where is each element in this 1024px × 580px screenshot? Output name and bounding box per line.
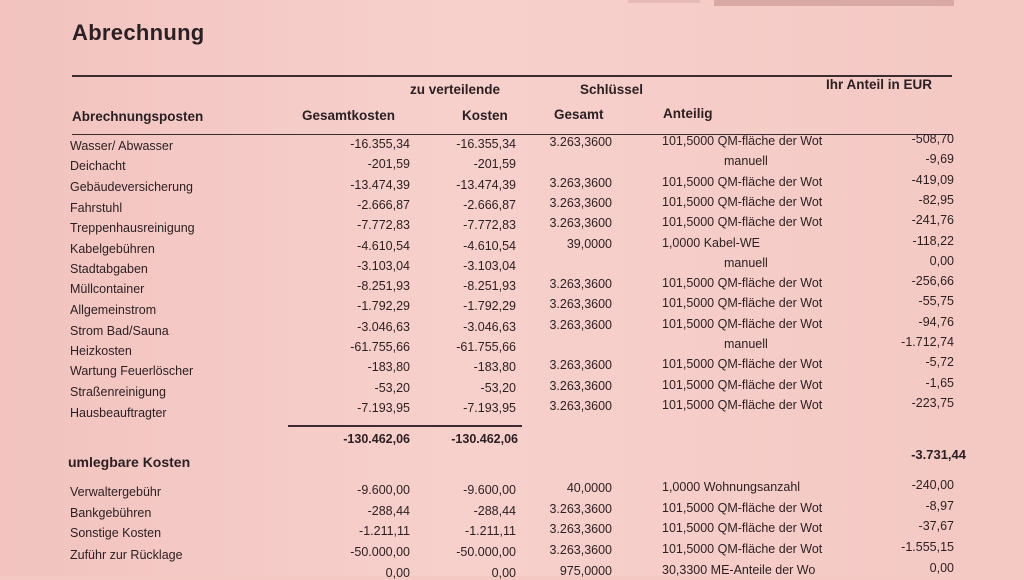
- totals-rule: [288, 425, 522, 427]
- row-kosten: -288,44: [473, 503, 516, 518]
- row-anteil: -1.712,74: [901, 335, 954, 349]
- row-anteilig: manuell: [724, 154, 768, 169]
- row-gesamt: 3.263,3600: [549, 297, 612, 312]
- row-name: Allgemeinstrom: [70, 303, 157, 318]
- row-name: Gebäudeversicherung: [70, 179, 193, 194]
- row-gesamtkosten: -3.046,63: [357, 319, 410, 334]
- row-anteil: -223,75: [911, 395, 954, 410]
- row-anteilig: 101,5000 QM-fläche der Wot: [662, 316, 823, 331]
- row-anteilig: 30,3300 ME-Anteile der Wo: [662, 562, 816, 577]
- row-kosten: -3.103,04: [463, 258, 516, 273]
- row-gesamt: 3.263,3600: [549, 195, 612, 210]
- row-gesamt: 3.263,3600: [549, 135, 612, 149]
- header-col-gesamtkosten: Gesamtkosten: [302, 108, 396, 123]
- row-name: Wasser/ Abwasser: [70, 139, 174, 153]
- total-anteil: -3.731,44: [911, 447, 966, 462]
- row-kosten: -7.772,83: [463, 218, 516, 233]
- row-anteilig: 101,5000 QM-fläche der Wot: [662, 134, 823, 148]
- row-name: Fahrstuhl: [70, 200, 123, 215]
- header-group-schluessel: Schlüssel: [580, 82, 644, 97]
- row-anteil: -256,66: [911, 274, 954, 289]
- row-anteilig: 101,5000 QM-fläche der Wot: [662, 500, 823, 515]
- row-anteil: -508,70: [911, 132, 954, 146]
- row-gesamtkosten: -201,59: [367, 157, 410, 172]
- header-col-anteilig: Anteilig: [663, 106, 713, 121]
- row-gesamtkosten: -4.610,54: [357, 238, 410, 253]
- header-col-kosten: Kosten: [462, 108, 508, 123]
- row-gesamt: 3.263,3600: [549, 358, 612, 373]
- row-anteilig: 101,5000 QM-fläche der Wot: [662, 215, 823, 230]
- row-kosten: -13.474,39: [456, 177, 516, 192]
- row-name: Stadtabgaben: [70, 261, 148, 276]
- row-name: Zuführ zur Rücklage: [70, 548, 183, 563]
- row-gesamtkosten: -3.103,04: [357, 258, 410, 273]
- row-anteil: -419,09: [911, 172, 954, 187]
- header-group-anteil: Ihr Anteil in EUR: [826, 77, 933, 92]
- row-name: Treppenhausreinigung: [70, 221, 195, 236]
- row-anteil: -82,95: [918, 192, 954, 207]
- row-name: Kabelgebühren: [70, 241, 155, 256]
- row-kosten: -53,20: [480, 380, 516, 395]
- row-anteil: -1.555,15: [901, 540, 954, 555]
- row-gesamtkosten: -13.474,39: [350, 177, 410, 192]
- row-kosten: -2.666,87: [463, 197, 516, 212]
- document-title: Abrechnung: [72, 20, 205, 45]
- row-anteilig: 101,5000 QM-fläche der Wot: [662, 357, 823, 372]
- row-gesamt: 3.263,3600: [549, 501, 612, 516]
- row-name: Müllcontainer: [70, 282, 145, 297]
- row-gesamt: 3.263,3600: [549, 277, 612, 292]
- row-gesamtkosten: -53,20: [374, 380, 410, 395]
- row-anteilig: 101,5000 QM-fläche der Wot: [662, 397, 823, 412]
- page-edge-mark: [628, 0, 700, 3]
- row-anteil: -118,22: [912, 233, 954, 248]
- row-anteilig: 101,5000 QM-fläche der Wot: [662, 194, 823, 209]
- row-gesamtkosten: -2.666,87: [357, 197, 410, 212]
- row-kosten: -9.600,00: [463, 483, 516, 497]
- row-gesamt: 3.263,3600: [549, 543, 612, 558]
- page-edge-shadow: [714, 0, 954, 6]
- row-kosten: -183,80: [473, 360, 516, 375]
- row-gesamt: 40,0000: [566, 481, 612, 495]
- row-kosten: -1.792,29: [463, 299, 516, 314]
- section-umlegbare-kosten: umlegbare Kosten: [68, 454, 191, 470]
- row-name: Verwaltergebühr: [70, 485, 162, 499]
- row-name: Wartung Feuerlöscher: [70, 364, 194, 379]
- row-gesamt: 3.263,3600: [549, 378, 612, 393]
- row-gesamt: 39,0000: [566, 236, 612, 251]
- row-anteil: -55,75: [918, 294, 954, 309]
- row-gesamtkosten: -61.755,66: [350, 340, 410, 354]
- row-anteil: 0,00: [929, 253, 954, 268]
- row-gesamtkosten: -16.355,34: [350, 137, 410, 151]
- header-group-verteilende: zu verteilende: [410, 82, 501, 97]
- row-anteil: -241,76: [911, 213, 954, 228]
- row-name: Bankgebühren: [70, 505, 152, 520]
- row-gesamtkosten: -288,44: [367, 503, 410, 518]
- row-anteilig: 101,5000 QM-fläche der Wot: [662, 377, 823, 392]
- row-anteilig: 101,5000 QM-fläche der Wot: [662, 521, 823, 536]
- row-name: Hausbeauftragter: [70, 405, 167, 420]
- row-anteil: -9,69: [925, 152, 954, 167]
- row-name: Heizkosten: [70, 344, 132, 358]
- row-anteilig: manuell: [724, 255, 768, 270]
- row-gesamtkosten: -8.251,93: [357, 279, 410, 294]
- row-anteilig: 101,5000 QM-fläche der Wot: [662, 542, 823, 557]
- row-gesamt: 3.263,3600: [549, 398, 612, 413]
- row-anteilig: manuell: [724, 337, 768, 351]
- row-gesamtkosten: -7.772,83: [357, 218, 410, 233]
- row-kosten: -8.251,93: [463, 279, 516, 294]
- row-kosten: -3.046,63: [463, 319, 516, 334]
- row-anteilig: 101,5000 QM-fläche der Wot: [662, 174, 823, 189]
- row-kosten: -50.000,00: [456, 545, 516, 560]
- row-name: Deichacht: [70, 159, 126, 174]
- total-gesamtkosten: -130.462,06: [343, 432, 410, 446]
- row-anteil: -240,00: [911, 478, 954, 492]
- row-gesamtkosten: -7.193,95: [357, 400, 410, 415]
- header-col-posten: Abrechnungsposten: [72, 109, 204, 124]
- row-anteilig: 1,0000 Kabel-WE: [662, 235, 760, 250]
- row-gesamtkosten: -1.792,29: [357, 299, 410, 314]
- row-anteil: -37,67: [918, 519, 954, 534]
- row-kosten: -16.355,34: [456, 137, 516, 151]
- row-gesamt: 3.263,3600: [549, 216, 612, 231]
- row-name: Sonstige Kosten: [70, 526, 162, 541]
- row-kosten: -4.610,54: [463, 238, 516, 253]
- row-kosten: -61.755,66: [456, 340, 516, 354]
- total-kosten: -130.462,06: [451, 432, 518, 446]
- row-anteil: -94,76: [918, 314, 954, 329]
- row-gesamtkosten: -9.600,00: [357, 483, 410, 497]
- row-gesamtkosten: 0,00: [385, 565, 410, 580]
- row-gesamt: 3.263,3600: [549, 522, 612, 537]
- row-gesamt: 975,0000: [559, 563, 612, 578]
- row-kosten: -201,59: [473, 157, 516, 172]
- row-gesamt: 3.263,3600: [549, 317, 612, 332]
- row-anteil: -1,65: [925, 375, 954, 390]
- row-name: Straßenreinigung: [70, 384, 166, 399]
- row-anteil: 0,00: [929, 560, 954, 575]
- row-anteilig: 101,5000 QM-fläche der Wot: [662, 296, 823, 311]
- row-kosten: 0,00: [491, 565, 516, 580]
- row-anteil: -8,97: [925, 498, 954, 513]
- row-gesamtkosten: -50.000,00: [350, 545, 410, 560]
- row-kosten: -1.211,11: [465, 524, 516, 539]
- row-gesamtkosten: -1.211,11: [359, 524, 410, 539]
- row-anteil: -5,72: [925, 355, 954, 370]
- row-name: Strom Bad/Sauna: [70, 323, 169, 338]
- row-anteilig: 1,0000 Wohnungsanzahl: [662, 480, 801, 494]
- header-top-rule: [72, 75, 952, 77]
- row-gesamtkosten: -183,80: [367, 360, 410, 375]
- row-gesamt: 3.263,3600: [549, 175, 612, 190]
- row-anteilig: 101,5000 QM-fläche der Wot: [662, 276, 823, 291]
- row-kosten: -7.193,95: [463, 400, 516, 415]
- header-col-gesamt: Gesamt: [554, 107, 604, 122]
